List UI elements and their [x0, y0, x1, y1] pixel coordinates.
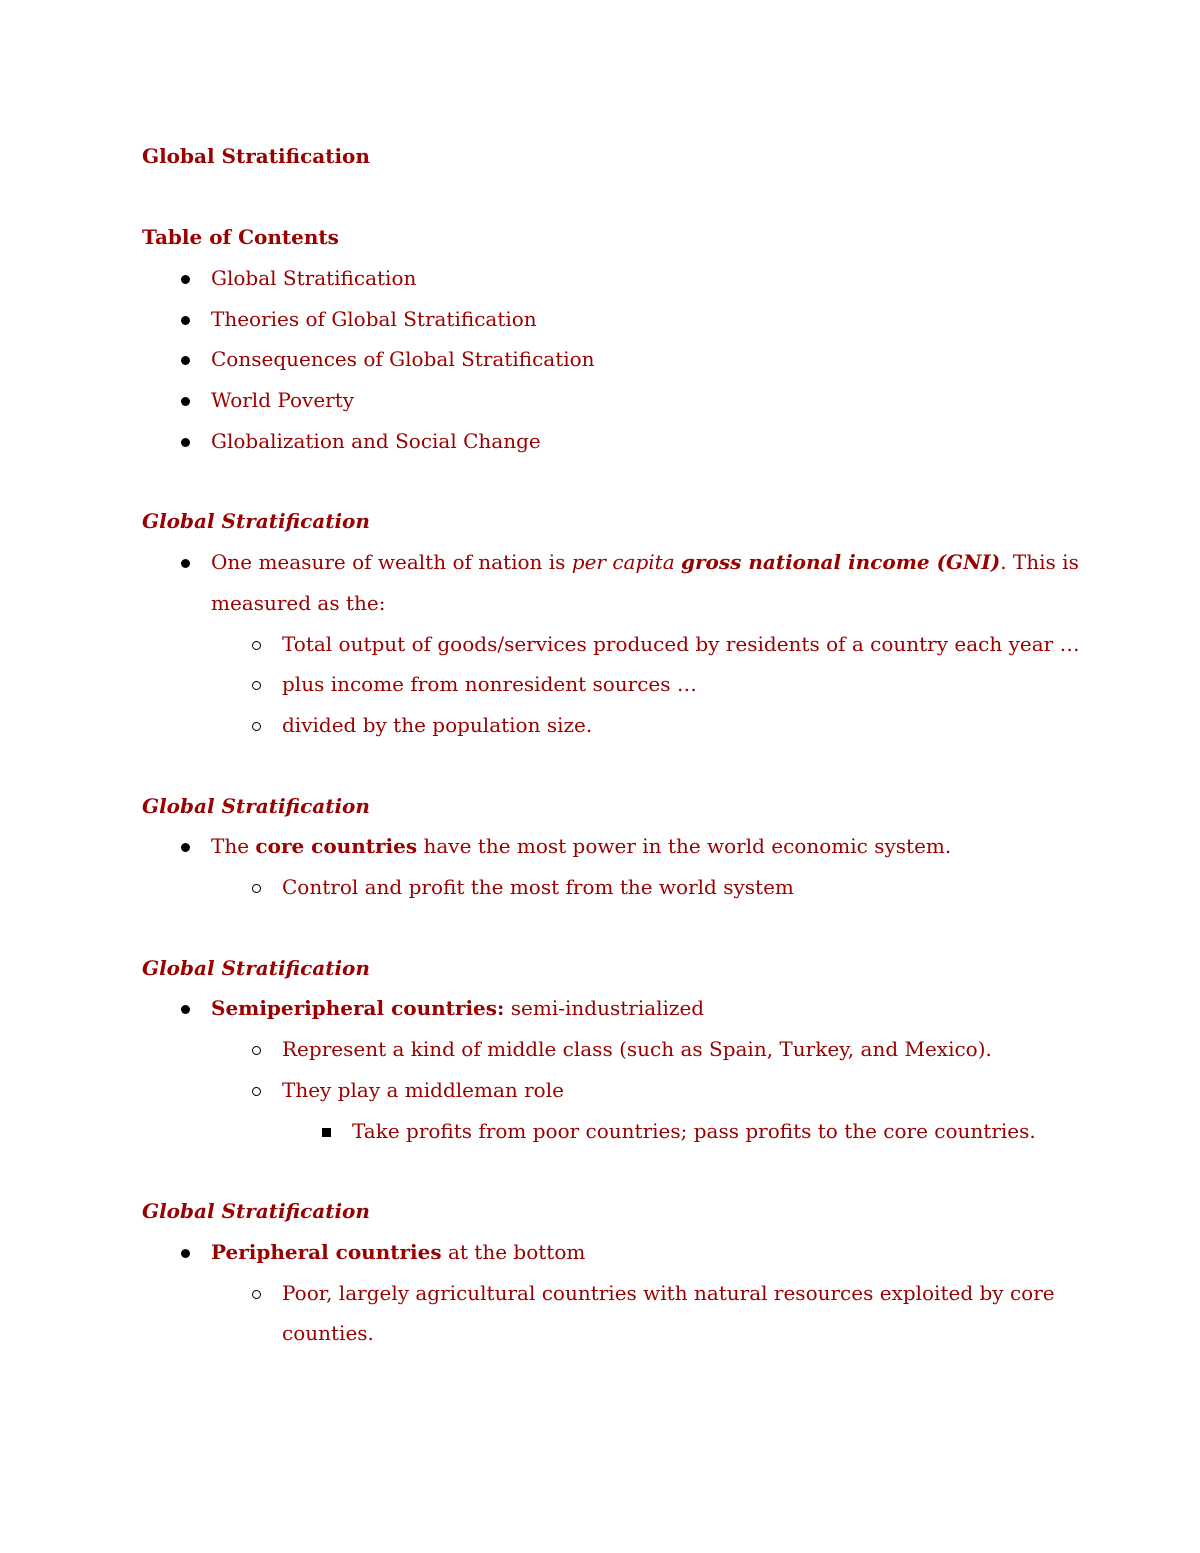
bullet-disc-icon: [174, 388, 198, 412]
bullet-text-continuation: measured as the:: [211, 591, 386, 615]
bullet-disc-icon: [174, 1240, 198, 1264]
toc-item: World Poverty: [211, 388, 355, 412]
bullet-disc-icon: [174, 996, 198, 1020]
sub-bullet-text: Total output of goods/services produced by residents of a country each year …: [282, 632, 1080, 656]
bullet-disc-icon: [174, 266, 198, 290]
section-heading: Global Stratification: [142, 956, 370, 980]
text-run: have the most power in the world economic system.: [417, 834, 952, 858]
text-run: . This is: [1000, 550, 1079, 574]
sub-bullet-text: They play a middleman role: [282, 1078, 564, 1102]
bold-italic-term: gross national income (GNI): [680, 550, 1001, 574]
text-run: The: [211, 834, 256, 858]
sub-bullet-text: plus income from nonresident sources …: [282, 672, 697, 696]
bullet-circle-icon: [245, 632, 269, 656]
sub-bullet-text-continuation: counties.: [282, 1321, 374, 1345]
bullet-circle-icon: [245, 875, 269, 899]
toc-heading: Table of Contents: [142, 225, 339, 249]
section-heading: Global Stratification: [142, 794, 370, 818]
bullet-circle-icon: [245, 1037, 269, 1061]
bullet-text: [211, 996, 704, 1020]
bullet-circle-icon: [245, 1078, 269, 1102]
bold-term: Semiperipheral countries:: [211, 996, 505, 1020]
toc-item: Global Stratification: [211, 266, 417, 290]
section-heading: Global Stratification: [142, 509, 370, 533]
sub-bullet-text: Control and profit the most from the world system: [282, 875, 794, 899]
document-title: Global Stratification: [142, 144, 370, 168]
bullet-text: [211, 1240, 585, 1264]
bullet-disc-icon: [174, 347, 198, 371]
bullet-text: [211, 550, 1079, 574]
text-run: semi-industrialized: [504, 996, 705, 1020]
bullet-disc-icon: [174, 834, 198, 858]
section-heading: Global Stratification: [142, 1199, 370, 1223]
bullet-text: [211, 834, 951, 858]
bullet-disc-icon: [174, 550, 198, 574]
bullet-circle-icon: [245, 713, 269, 737]
bullet-circle-icon: [245, 672, 269, 696]
sub-bullet-text: divided by the population size.: [282, 713, 593, 737]
bullet-square-icon: [315, 1119, 339, 1143]
bullet-circle-icon: [245, 1281, 269, 1305]
sub-bullet-text: Poor, largely agricultural countries with natural resources exploited by core: [282, 1281, 1055, 1305]
toc-item: Consequences of Global Stratification: [211, 347, 595, 371]
bold-term: Peripheral countries: [211, 1240, 442, 1264]
toc-item: Globalization and Social Change: [211, 429, 541, 453]
text-run: at the bottom: [441, 1240, 586, 1264]
italic-term: per capita: [571, 550, 675, 574]
bold-term: core countries: [255, 834, 418, 858]
sub-sub-bullet-text: Take profits from poor countries; pass profits to the core countries.: [352, 1119, 1036, 1143]
bullet-disc-icon: [174, 307, 198, 331]
sub-bullet-text: Represent a kind of middle class (such as Spain, Turkey, and Mexico).: [282, 1037, 992, 1061]
bullet-disc-icon: [174, 429, 198, 453]
text-run: One measure of wealth of nation is: [211, 550, 572, 574]
toc-item: Theories of Global Stratification: [211, 307, 537, 331]
